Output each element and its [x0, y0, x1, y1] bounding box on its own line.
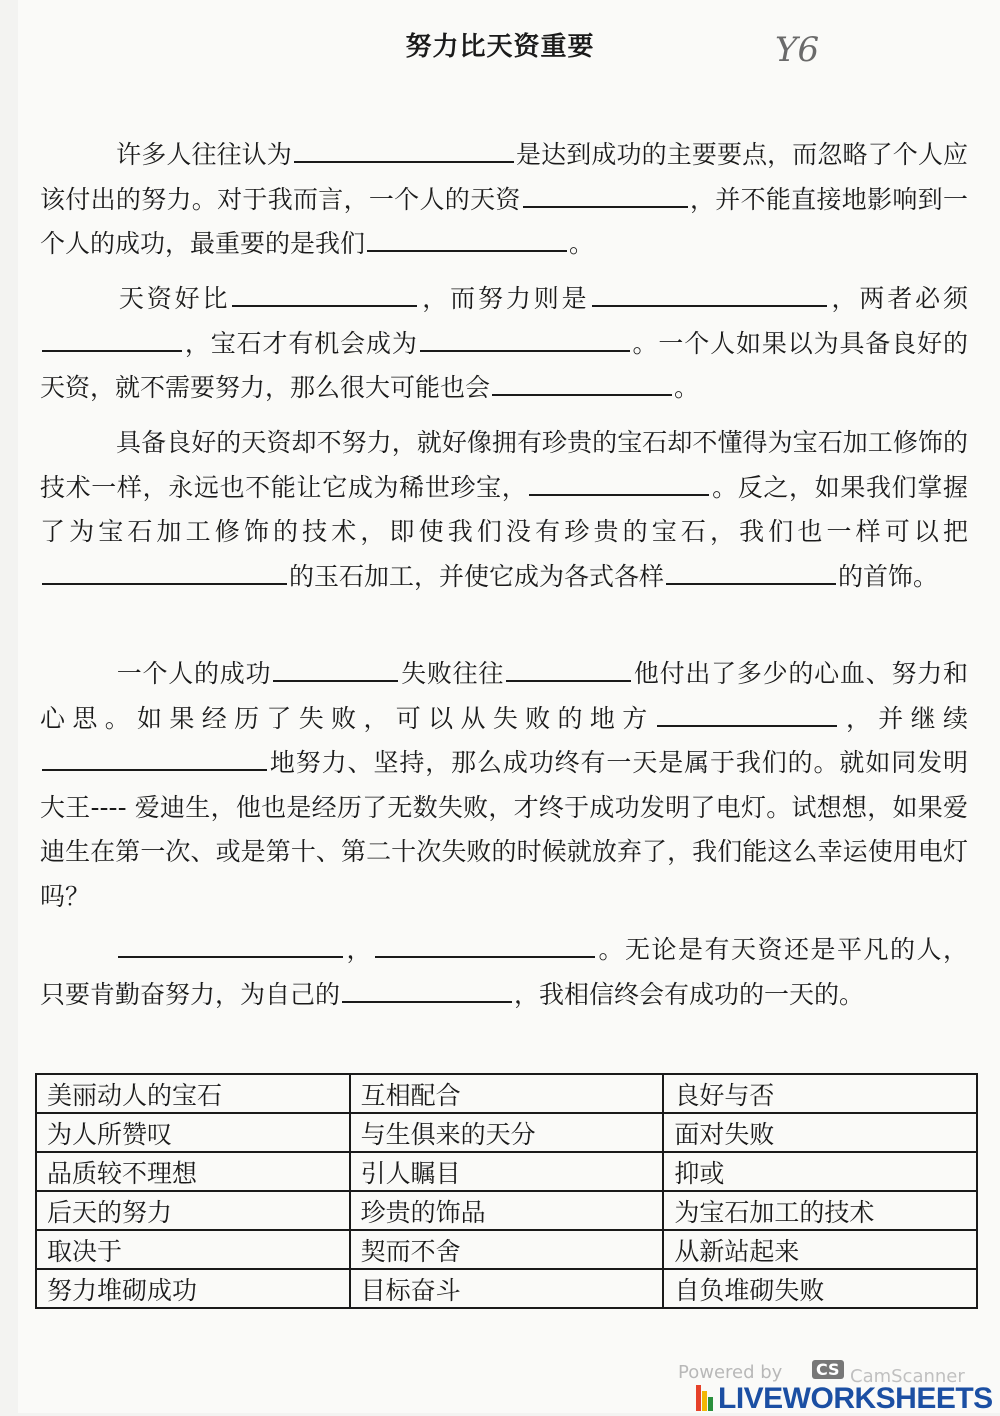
grade-mark: Y6 — [775, 30, 820, 70]
blank-9[interactable] — [529, 470, 709, 496]
word-option[interactable]: 努力堆砌成功 — [36, 1269, 350, 1308]
powered-by-text: Powered by — [678, 1362, 783, 1383]
paragraph-3: 具备良好的天资却不努力，就好像拥有珍贵的宝石却不懂得为宝石加工修饰的技术一样，永远也不能让它成为稀世珍宝， 。反之，如果我们掌握了为宝石加工修饰的技术，即使我们没有珍贵的宝石，我们也一样可以把的玉石加工，并使它成为各式各样 的首饰。 — [40, 428, 968, 591]
word-option[interactable]: 契而不舍 — [350, 1230, 664, 1269]
word-option[interactable]: 为人所赞叹 — [36, 1113, 350, 1152]
word-option[interactable]: 与生俱来的天分 — [350, 1113, 664, 1152]
blank-4[interactable] — [232, 281, 417, 307]
word-option[interactable]: 良好与否 — [663, 1074, 977, 1113]
blank-14[interactable] — [657, 701, 837, 727]
blank-6[interactable] — [42, 326, 182, 352]
page-title: 努力比天资重要 — [405, 32, 595, 62]
liveworksheets-icon — [696, 1385, 714, 1411]
paragraph-1: 许多人往往认为 是达到成功的主要要点，而忽略了个人应该付出的努力。对于我而言，一个人的天资 ，并不能直接地影响到一个人的成功，最重要的是我们 。 — [40, 133, 968, 267]
word-option[interactable]: 后天的努力 — [36, 1191, 350, 1230]
blank-15[interactable] — [42, 745, 267, 771]
word-option[interactable]: 面对失败 — [663, 1113, 977, 1152]
blank-10[interactable] — [42, 559, 287, 585]
word-option[interactable]: 引人瞩目 — [350, 1152, 664, 1191]
table-row — [36, 1113, 977, 1152]
blank-7[interactable] — [420, 326, 630, 352]
word-option[interactable]: 珍贵的饰品 — [350, 1191, 664, 1230]
blank-12[interactable] — [273, 656, 398, 682]
blank-11[interactable] — [666, 559, 836, 585]
word-option[interactable]: 美丽动人的宝石 — [36, 1074, 350, 1113]
table-row — [36, 1269, 977, 1308]
blank-8[interactable] — [492, 370, 672, 396]
camscanner-icon: CS — [812, 1360, 844, 1379]
table-row — [36, 1191, 977, 1230]
word-option[interactable]: 目标奋斗 — [350, 1269, 664, 1308]
blank-1[interactable] — [294, 137, 514, 163]
camscanner-text: CamScanner — [850, 1366, 965, 1387]
blank-16[interactable] — [118, 932, 343, 958]
word-option[interactable]: 品质较不理想 — [36, 1152, 350, 1191]
table-row — [36, 1230, 977, 1269]
paragraph-5: ， 。无论是有天资还是平凡的人，只要肯勤奋努力，为自己的 ，我相信终会有成功的一天的。 — [40, 928, 968, 1017]
blank-3[interactable] — [367, 226, 567, 252]
word-option[interactable]: 抑或 — [663, 1152, 977, 1191]
blank-13[interactable] — [506, 656, 631, 682]
word-option[interactable]: 从新站起来 — [663, 1230, 977, 1269]
word-option[interactable]: 取决于 — [36, 1230, 350, 1269]
word-option[interactable]: 为宝石加工的技术 — [663, 1191, 977, 1230]
blank-5[interactable] — [592, 281, 827, 307]
table-row — [36, 1152, 977, 1191]
paragraph-4: 一个人的成功 失败往往 他付出了多少的心血、努力和心思。如果经历了失败，可以从失败的地方 ，并继续地努力、坚持，那么成功终有一天是属于我们的。就如同发明大王---- 爱迪生，他也是经历了无数失败，才终于成功发明了电灯。试想想，如果爱迪生在第一次、或是第十、第二十次失败的时候就放弃了，我们能这么幸运使用电灯吗？ — [40, 652, 968, 919]
word-option[interactable]: 自负堆砌失败 — [663, 1269, 977, 1308]
liveworksheets-logo[interactable]: LIVEWORKSHEETS — [718, 1382, 993, 1415]
word-option[interactable]: 互相配合 — [350, 1074, 664, 1113]
blank-17[interactable] — [375, 932, 595, 958]
word-bank-table — [35, 1073, 978, 1309]
blank-18[interactable] — [342, 977, 512, 1003]
table-row — [36, 1074, 977, 1113]
paragraph-2: 天资好比 ，而努力则是 ，两者必须，宝石才有机会成为 。一个人如果以为具备良好的天资，就不需要努力，那么很大可能也会 。 — [40, 277, 968, 411]
blank-2[interactable] — [523, 182, 688, 208]
